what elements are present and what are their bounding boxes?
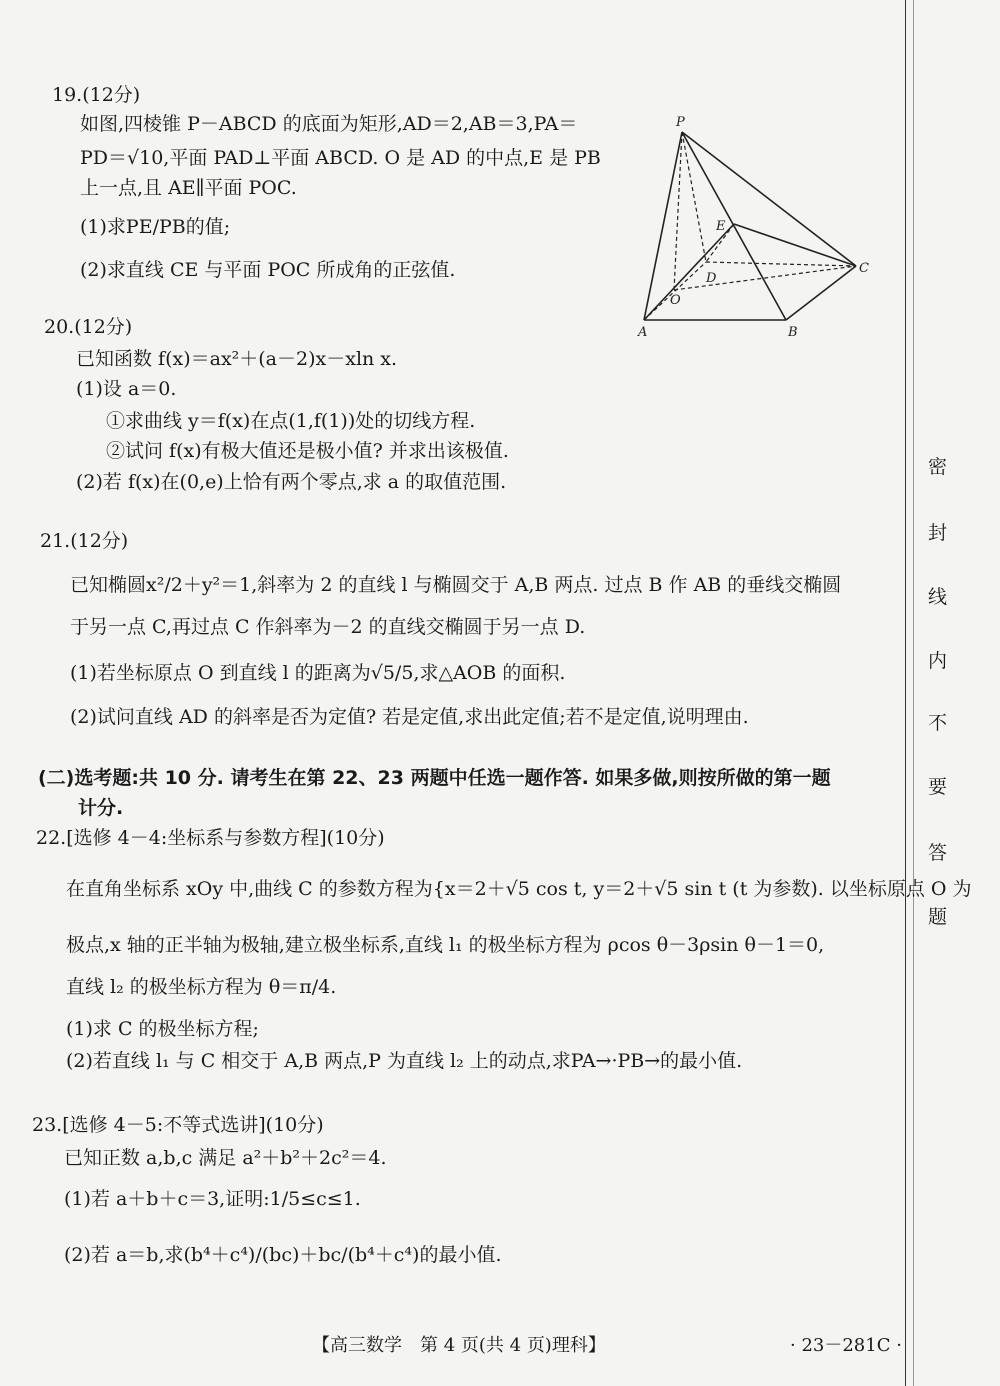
question-text: 已知函数 f(x)＝ax²＋(a－2)x－xln x. [76,348,398,370]
sub-question: (2)若 f(x)在(0,e)上恰有两个零点,求 a 的取值范围. [76,471,507,493]
sub-question: (2)试问直线 AD 的斜率是否为定值? 若是定值,求出此定值;若不是定值,说明理由. [70,706,749,728]
seal-char: 线 [928,586,948,608]
binding-rule [913,0,914,1386]
question-text: PD＝√10,平面 PAD⊥平面 ABCD. O 是 AD 的中点,E 是 PB [80,147,601,169]
question-header: 23.[选修 4－5:不等式选讲](10分) [32,1114,324,1136]
section-instruction: (二)选考题:共 10 分. 请考生在第 22、23 两题中任选一题作答. 如果多做,则按所做的第一题 [38,767,831,789]
seal-char: 内 [928,650,948,672]
question-text: 上一点,且 AE∥平面 POC. [80,177,297,199]
question-text: 如图,四棱锥 P－ABCD 的底面为矩形,AD＝2,AB＝3,PA＝ [80,113,578,135]
sub-question: (1)求 C 的极坐标方程; [66,1018,259,1040]
binding-rule [905,0,906,1386]
question-header: 22.[选修 4－4:坐标系与参数方程](10分) [36,827,385,849]
question-text: 直线 l₂ 的极坐标方程为 θ＝π/4. [66,976,337,998]
vertex-label: D [706,271,717,286]
page-footer: 【高三数学 第 4 页(共 4 页)理科】 [312,1335,606,1356]
pyramid-figure [636,112,876,342]
question-text: 极点,x 轴的正半轴为极轴,建立极坐标系,直线 l₁ 的极坐标方程为 ρcos θ－3ρsin θ－1＝0, [66,934,825,956]
vertex-label: O [670,293,681,308]
seal-char: 题 [928,906,948,928]
sub-question: (1)设 a＝0. [76,378,177,400]
sub-question: (2)若直线 l₁ 与 C 相交于 A,B 两点,P 为直线 l₂ 上的动点,求PA→·PB→的最小值. [66,1050,743,1072]
seal-char: 要 [928,776,948,798]
seal-char: 答 [928,842,948,864]
sub-question: ①求曲线 y＝f(x)在点(1,f(1))处的切线方程. [106,410,476,432]
exam-code: · 23－281C · [790,1335,902,1356]
sub-question: ②试问 f(x)有极大值还是极小值? 并求出该极值. [106,440,509,462]
question-text: 在直角坐标系 xOy 中,曲线 C 的参数方程为{x＝2＋√5 cos t, y＝2＋√5 sin t (t 为参数). 以坐标原点 O 为 [66,878,972,900]
question-text: 已知椭圆x²/2＋y²＝1,斜率为 2 的直线 l 与椭圆交于 A,B 两点. 过点 B 作 AB 的垂线交椭圆 [70,574,842,596]
vertex-label: P [676,115,685,130]
sub-question: (1)求PE/PB的值; [80,216,231,238]
section-instruction: 计分. [78,797,124,819]
vertex-label: A [638,325,648,340]
vertex-label: E [716,219,726,234]
question-header: 21.(12分) [40,530,129,552]
seal-char: 封 [928,522,948,544]
sub-question: (1)若坐标原点 O 到直线 l 的距离为√5/5,求△AOB 的面积. [70,662,566,684]
seal-char: 不 [928,712,948,734]
seal-char: 密 [928,456,948,478]
question-text: 于另一点 C,再过点 C 作斜率为－2 的直线交椭圆于另一点 D. [70,616,586,638]
sub-question: (2)若 a＝b,求(b⁴＋c⁴)/(bc)＋bc/(b⁴＋c⁴)的最小值. [64,1244,502,1266]
sub-question: (2)求直线 CE 与平面 POC 所成角的正弦值. [80,259,456,281]
vertex-label: B [788,325,798,340]
question-header: 19.(12分) [52,84,141,106]
vertex-label: C [859,261,869,276]
question-header: 20.(12分) [44,316,133,338]
sub-question: (1)若 a＋b＋c＝3,证明:1/5≤c≤1. [64,1188,361,1210]
question-text: 已知正数 a,b,c 满足 a²＋b²＋2c²＝4. [64,1147,387,1169]
